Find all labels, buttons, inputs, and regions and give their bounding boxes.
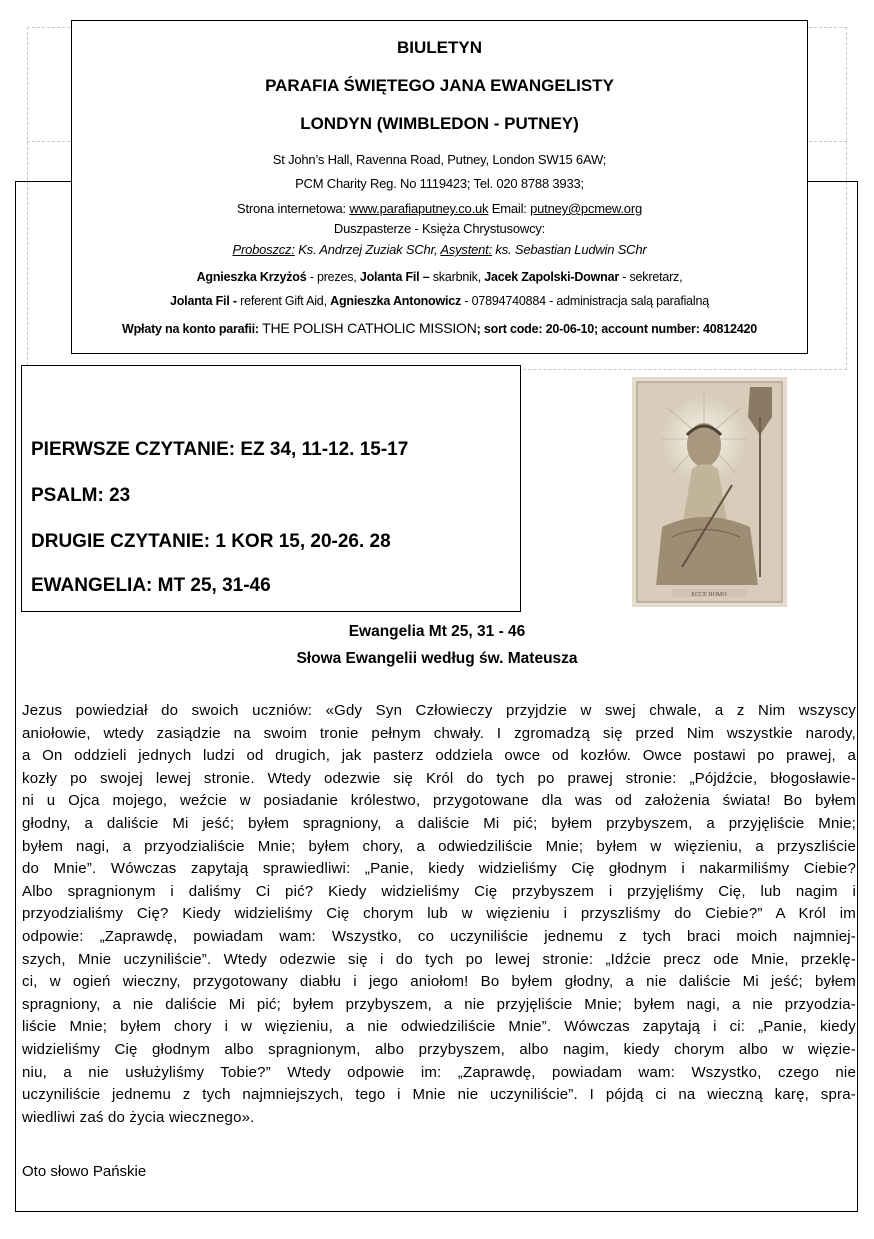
gospel-line: aniołowie, wtedy zasiądzie na swoim tronie pełnym chwały. I zgromadzą się przed Nim wszystkie narody, — [22, 724, 856, 742]
council-line-2 — [72, 294, 807, 308]
gospel-line: uczyniliście jednemu z tych najmniejszych, tego i Mnie nie uczyniliście”. I pójdą ci na wieczną karę, spra- — [22, 1086, 856, 1104]
gospel-subheading: Słowa Ewangelii według św. Mateusza — [296, 650, 578, 667]
bulletin-header — [71, 20, 808, 354]
gospel-text — [22, 700, 856, 1129]
payments-label: Wpłaty na konto parafii: — [122, 322, 263, 336]
assistant-name: ks. Sebastian Ludwin SChr — [492, 242, 647, 257]
parish-location: LONDYN (WIMBLEDON - PUTNEY) — [300, 114, 579, 133]
council-line-1 — [72, 270, 807, 284]
gospel-line: niu, a nie usłużyliśmy Tobie?” Wtedy odpowie im: „Zaprawdę, powiadam wam: Wszystko, czego nie — [22, 1063, 856, 1081]
assistant-label: Asystent: — [440, 242, 493, 257]
ecce-homo-engraving — [632, 377, 787, 607]
reading-gospel: EWANGELIA: MT 25, 31-46 — [31, 575, 271, 596]
council-role: skarbnik, — [429, 270, 485, 284]
reading-second: DRUGIE CZYTANIE: 1 KOR 15, 20-26. 28 — [31, 531, 391, 552]
gospel-line: Jezus powiedział do swoich uczniów: «Gdy Syn Człowieczy przyjdzie w swej chwale, a z Nim wszyscy — [22, 702, 856, 719]
charity-line: PCM Charity Reg. No 1119423; Tel. 020 8788 3933; — [295, 176, 584, 191]
clergy-line — [72, 242, 807, 257]
parish-name: PARAFIA ŚWIĘTEGO JANA EWANGELISTY — [265, 76, 614, 95]
gospel-line: do Mnie”. Wówczas zapytają sprawiedliwi: „Panie, kiedy widzieliśmy Cię głodnym i nakarmiliśmy Ciebie? — [22, 860, 856, 878]
gospel-line: szych, Mnie uczyniliście”. Wtedy odezwie się i do tych po lewej stronie: „Idźcie precz ode Mnie, przeklę- — [22, 950, 856, 968]
council-secretary: Jacek Zapolski-Downar — [484, 270, 619, 284]
email-link[interactable]: putney@pcmew.org — [530, 201, 642, 216]
gospel-line: a On oddzieli jednych ludzi od drugich, jak pasterz oddziela owce od kozłów. Owce postawi po prawej, a — [22, 747, 856, 765]
council-gift-aid: Jolanta Fil - — [169, 294, 237, 308]
ecce-homo-image — [632, 377, 787, 607]
gospel-line: odpowie: „Zaprawdę, powiadam wam: Wszystko, co uczyniliście jednemu z tych braci moich najmniej- — [22, 927, 856, 945]
readings-box — [21, 365, 521, 612]
engraving-caption: ECCE HOMO — [691, 592, 727, 598]
gospel-line: spragniony, a nie daliście Mi pić; byłem przybyszem, a nie przyjęliście Mnie; byłem nagi, a nie przyodzia- — [22, 995, 856, 1013]
gospel-heading: Ewangelia Mt 25, 31 - 46 — [348, 623, 526, 640]
gospel-line: byłem nagi, a przyodzialiście Mnie; byłem chory, a odwiedziliście Mnie; byłem w więzieniu, a przyszliście — [22, 837, 856, 855]
gospel-line: liście Mnie; byłem chory i w więzieniu, a nie odwiedziliście Mnie”. Wówczas zapytają i ci: „Panie, kiedy — [22, 1018, 856, 1036]
council-role: - 07894740884 - administracja salą parafialną — [461, 294, 709, 308]
reading-first: PIERWSZE CZYTANIE: EZ 34, 11-12. 15-17 — [31, 439, 409, 460]
payments-account-name: THE POLISH CATHOLIC MISSION — [262, 320, 477, 336]
website-link[interactable]: www.parafiaputney.co.uk — [349, 201, 489, 216]
gospel-line: widzieliśmy Cię głodnym albo spragnionym, albo przybyszem, albo nagim, kiedy chorym albo w więzie- — [22, 1040, 856, 1058]
council-president: Agnieszka Krzyżoś — [196, 270, 307, 284]
payments-codes: ; sort code: 20-06-10; account number: 40812420 — [476, 322, 757, 336]
council-role: - prezes, — [306, 270, 360, 284]
gospel-line: głodny, a daliście Mi jeść; byłem spragniony, a daliście Mi pić; byłem przybyszem, a przyjęliście Mnie; — [22, 814, 856, 832]
council-treasurer: Jolanta Fil – — [359, 270, 430, 284]
gospel-line: kozły po swojej lewej stronie. Wtedy odezwie się Król do tych po prawej stronie: „Pójdźcie, błogosławie- — [22, 769, 856, 787]
gospel-line: przyodzialiśmy Cię? Kiedy widzieliśmy Cię chorym lub w więzieniu i przyszliśmy do Ciebie?” A Król im — [22, 905, 856, 923]
payments-line — [72, 320, 807, 336]
council-role: - sekretarz, — [619, 270, 683, 284]
council-hall-admin: Agnieszka Antonowicz — [330, 294, 462, 308]
priests-label: Duszpasterze - Księża Chrystusowcy: — [333, 221, 546, 236]
email-label: Email: — [488, 201, 531, 216]
gospel-line: ni u Ojca mojego, weźcie w posiadanie królestwo, przygotowane dla was od założenia świata! Bo byłem — [22, 792, 856, 810]
contact-line — [72, 201, 807, 216]
bulletin-title: BIULETYN — [397, 38, 482, 57]
council-role: referent Gift Aid, — [236, 294, 331, 308]
gospel-line: ci, w ogień wieczny, przygotowany diabłu i jego aniołom! Bo byłem głodny, a nie daliście Mi jeść; byłem — [22, 973, 856, 991]
closing-formula: Oto słowo Pańskie — [22, 1163, 147, 1180]
website-label: Strona internetowa: — [237, 201, 350, 216]
gospel-line: wiedliwi zaś do życia wiecznego». — [22, 1108, 255, 1126]
address-line: St John’s Hall, Ravenna Road, Putney, London SW15 6AW; — [272, 152, 607, 167]
pastor-label: Proboszcz: — [232, 242, 295, 257]
gospel-line: Albo spragnionym i daliśmy Ci pić? Kiedy widzieliśmy Cię przybyszem i przyjęliśmy Cię, lub nagim i — [22, 882, 856, 900]
reading-psalm: PSALM: 23 — [31, 485, 131, 506]
pastor-name: Ks. Andrzej Zuziak SChr, — [294, 242, 441, 257]
